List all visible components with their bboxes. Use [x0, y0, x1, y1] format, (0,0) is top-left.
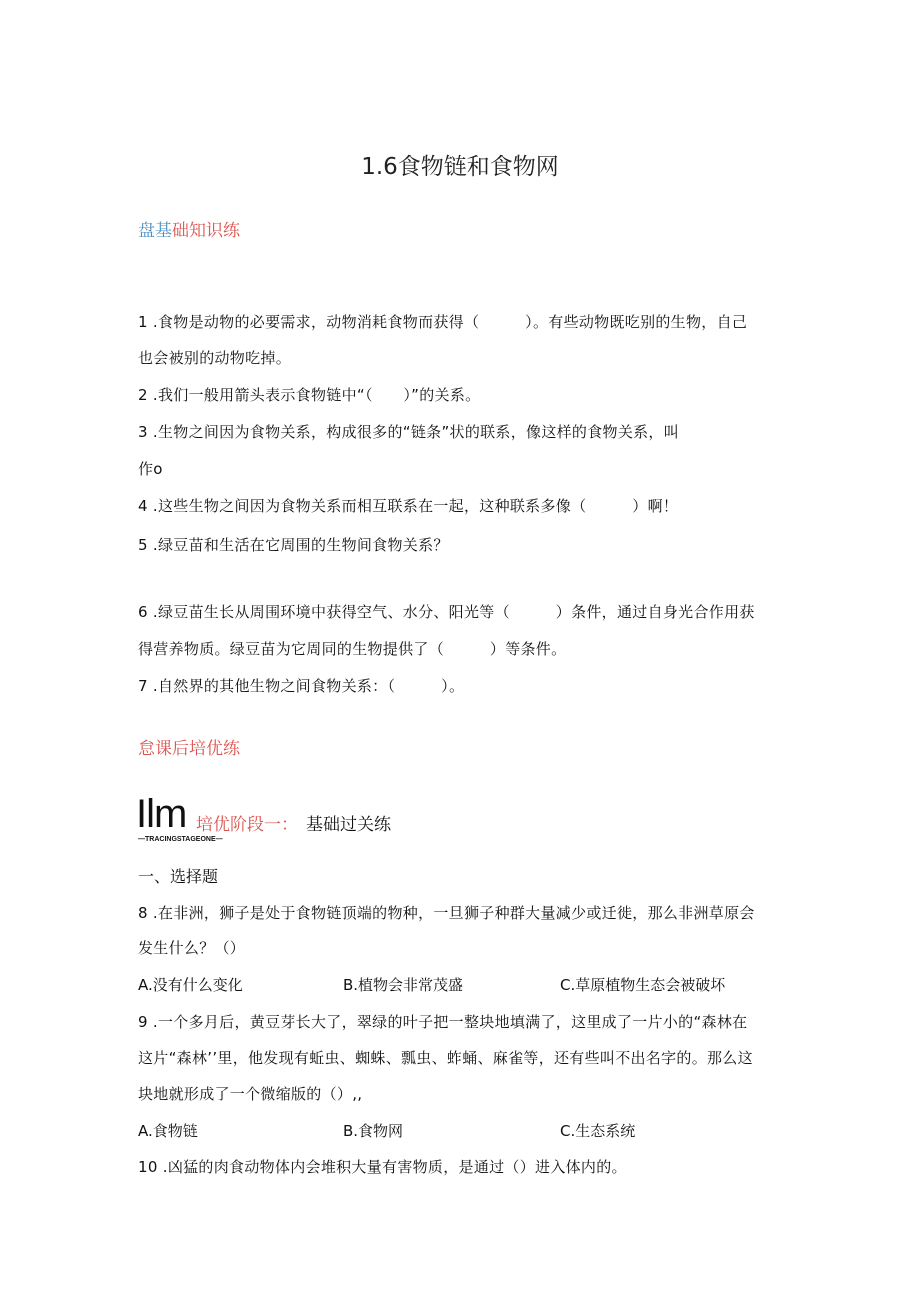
option-c: C.生态系统	[560, 1122, 636, 1140]
question-line: 4 .这些生物之间因为食物关系而相互联系在一起，这种联系多像（ ）啊！	[138, 497, 679, 515]
question-line: 得营养物质。绿豆苗为它周同的生物提供了（ ）等条件。	[138, 640, 567, 658]
question-line: 1 .食物是动物的必要需求，动物消耗食物而获得（ ）。有些动物既吃别的生物，自己	[138, 313, 748, 331]
question-line: 2 .我们一般用箭头表示食物链中“（ ）”的关系。	[138, 386, 481, 404]
question-9-line-2: 这片“森林’’里，他发现有蚯虫、蜘蛛、瓢虫、蚱蛹、麻雀等，还有些叫不出名字的。那么这	[138, 1049, 753, 1067]
section-heading-after-class: 怠课后培优练	[138, 739, 240, 759]
question-9-line-1: 9 .一个多月后，黄豆芽长大了，翠绿的叶子把一整块地填满了，这里成了一片小的“森林在	[138, 1013, 748, 1031]
question-line: 作o	[138, 460, 163, 478]
question-line: 也会被别的动物吃掉。	[138, 349, 292, 367]
section-heading-basic-part-a: 盘基	[138, 221, 172, 241]
option-a: A.没有什么变化	[138, 976, 243, 994]
question-9-line-3: 块地就形成了一个微缩版的（）,,	[138, 1085, 363, 1103]
option-b: B.植物会非常茂盛	[343, 976, 464, 994]
stage-tracing-caption: —TRACINGSTAGEONE—	[138, 836, 223, 843]
question-8-line-1: 8 .在非洲，狮子是处于食物链顶端的物种，一旦狮子种群大量减少或迁徙，那么非洲草原会	[138, 904, 755, 922]
stage-logo-mark: Ilm	[136, 792, 187, 836]
question-line: 3 .生物之间因为食物关系，构成很多的“链条”状的联系，像这样的食物关系，叫	[138, 423, 680, 441]
question-line: 6 .绿豆苗生长从周围环境中获得空气、水分、阳光等（ ）条件，通过自身光合作用获	[138, 603, 755, 621]
question-line: 7 .自然界的其他生物之间食物关系：（ ）。	[138, 677, 465, 695]
page-title: 1.6食物链和食物网	[361, 154, 559, 180]
question-8-line-2: 发生什么？（）	[138, 939, 246, 957]
section-heading-basic-part-b: 础知识练	[172, 221, 240, 241]
option-c: C.草原植物生态会被破坏	[560, 976, 726, 994]
stage-label-black: 基础过关练	[306, 815, 391, 835]
choice-section-heading: 一、选择题	[138, 867, 219, 886]
section-heading-basic	[138, 216, 240, 241]
stage-label-red: 培优阶段一：	[196, 815, 298, 835]
option-a: A.食物链	[138, 1122, 198, 1140]
option-b: B.食物网	[343, 1122, 404, 1140]
question-line: 5 .绿豆苗和生活在它周围的生物间食物关系？	[138, 536, 449, 554]
question-10-line-1: 10 .凶猛的肉食动物体内会堆积大量有害物质，是通过（）进入体内的。	[138, 1158, 627, 1176]
